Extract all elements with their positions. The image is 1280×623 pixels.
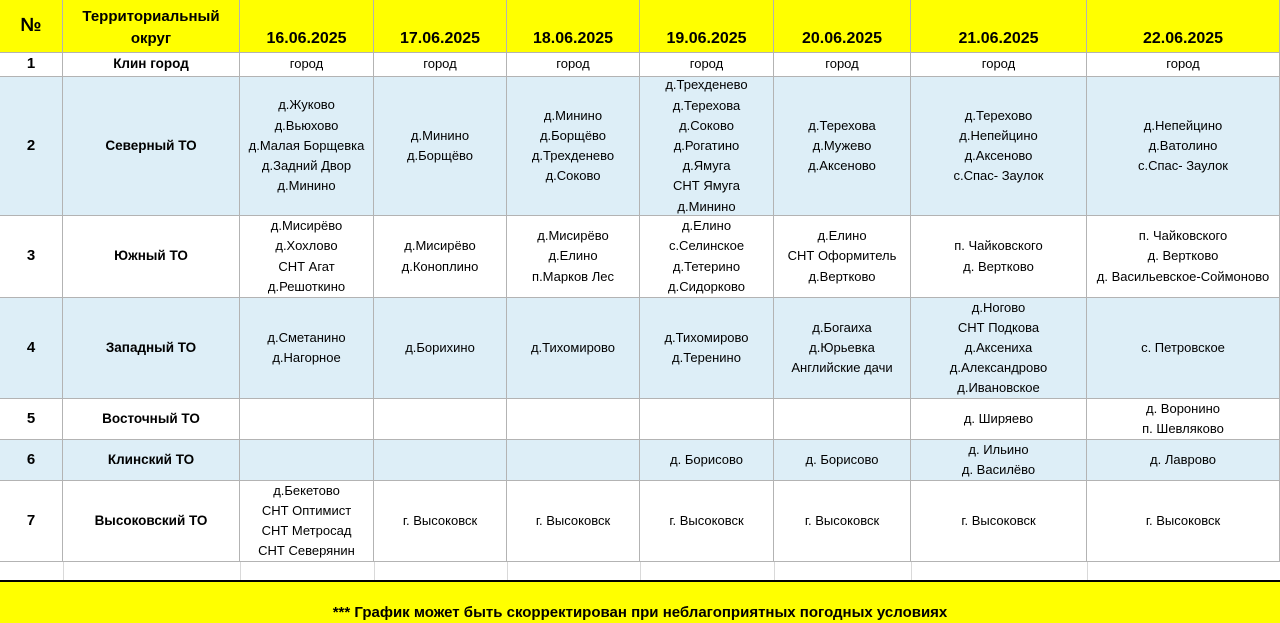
settlement-label: город bbox=[981, 56, 1016, 72]
schedule-cell bbox=[507, 77, 640, 216]
settlement-label: д.Минино bbox=[277, 178, 336, 194]
settlement-label: г. Высоковск bbox=[804, 512, 880, 528]
settlement-label: д.Сметанино bbox=[267, 329, 346, 345]
footer-note-text: *** График может быть скорректирован при неблагоприятных погодных условиях bbox=[332, 604, 948, 621]
settlement-label: СНТ Метросад bbox=[261, 523, 352, 538]
header-date-label: 20.06.2025 bbox=[801, 30, 883, 47]
schedule-cell bbox=[240, 216, 374, 298]
settlement-label: г. Высоковск bbox=[535, 512, 611, 528]
schedule-cell bbox=[640, 399, 774, 440]
district-name-label: Восточный ТО bbox=[102, 410, 200, 426]
settlement-label: д.Тихомирово bbox=[664, 329, 749, 345]
schedule-cell bbox=[640, 216, 774, 298]
district-name bbox=[63, 77, 240, 216]
settlement-label: д.Задний Двор bbox=[261, 158, 352, 174]
settlement-label: д.Соково bbox=[545, 168, 601, 184]
row-number-label: 2 bbox=[26, 136, 36, 154]
schedule-cell bbox=[240, 77, 374, 216]
settlement-label: д.Мужево bbox=[812, 137, 872, 153]
row-number bbox=[0, 53, 63, 77]
settlement-label: д. Воронино bbox=[1145, 400, 1221, 416]
spacer-gridline bbox=[773, 562, 775, 580]
settlement-label: д.Рогатино bbox=[673, 137, 740, 153]
row-number bbox=[0, 440, 63, 481]
header-district-label: Территориальный bbox=[82, 8, 220, 25]
schedule-cell bbox=[1087, 53, 1280, 77]
settlement-label: д.Богаиха bbox=[812, 319, 872, 335]
settlement-label: д.Непейцино bbox=[1143, 117, 1223, 133]
row-number-label: 3 bbox=[26, 247, 36, 265]
settlement-label: д.Малая Борщевка bbox=[248, 137, 365, 153]
schedule-cell bbox=[911, 77, 1087, 216]
spacer-gridline bbox=[910, 562, 912, 580]
header-date-label: 19.06.2025 bbox=[666, 30, 747, 47]
schedule-cell bbox=[1087, 481, 1280, 562]
header-date bbox=[374, 0, 507, 53]
schedule-cell bbox=[507, 481, 640, 562]
schedule-cell bbox=[640, 481, 774, 562]
settlement-label: д. Васильевское-Соймоново bbox=[1096, 268, 1270, 284]
settlement-label: п. Чайковского bbox=[1138, 228, 1228, 244]
settlement-label: д. Лаврово bbox=[1150, 451, 1216, 467]
settlement-label: д.Трехденево bbox=[665, 77, 748, 93]
schedule-cell bbox=[774, 216, 911, 298]
settlement-label: с. Петровское bbox=[1141, 339, 1225, 355]
schedule-cell bbox=[911, 440, 1087, 481]
district-name-label: Северный ТО bbox=[105, 137, 197, 153]
settlement-label: д.Ватолино bbox=[1148, 137, 1218, 153]
settlement-label: д.Минино bbox=[410, 127, 470, 143]
settlement-label: город bbox=[1166, 56, 1200, 72]
settlement-label: д.Тетерино bbox=[672, 258, 741, 274]
header-date bbox=[1087, 0, 1280, 53]
settlement-label: с.Спас- Заулок bbox=[1137, 158, 1228, 174]
row-number bbox=[0, 77, 63, 216]
header-date bbox=[774, 0, 911, 53]
row-number bbox=[0, 481, 63, 562]
settlement-label: СНТ Ямуга bbox=[673, 178, 740, 194]
row-number-label: 5 bbox=[26, 409, 36, 427]
schedule-cell bbox=[774, 399, 911, 440]
schedule-cell bbox=[507, 216, 640, 298]
settlement-label: город bbox=[825, 56, 859, 72]
schedule-cell bbox=[374, 440, 507, 481]
schedule-cell bbox=[374, 481, 507, 562]
settlement-label: д. Вертково bbox=[963, 258, 1034, 274]
settlement-label: с.Спас- Заулок bbox=[953, 168, 1044, 184]
spacer-gridline bbox=[373, 562, 375, 580]
district-name bbox=[63, 399, 240, 440]
district-name bbox=[63, 440, 240, 481]
spacer-gridline bbox=[506, 562, 508, 580]
schedule-cell bbox=[507, 298, 640, 399]
settlement-label: д.Бекетово bbox=[273, 482, 340, 498]
settlement-label: г. Высоковск bbox=[961, 512, 1036, 528]
district-name bbox=[63, 53, 240, 77]
district-name bbox=[63, 298, 240, 399]
schedule-cell bbox=[911, 298, 1087, 399]
schedule-cell bbox=[374, 298, 507, 399]
schedule-cell bbox=[1087, 440, 1280, 481]
settlement-label: д. Ильино bbox=[968, 441, 1029, 457]
district-name-label: Высоковский ТО bbox=[94, 512, 208, 528]
settlement-label: д.Терехова bbox=[808, 117, 876, 133]
settlement-label: п. Чайковского bbox=[954, 238, 1043, 254]
schedule-cell bbox=[1087, 216, 1280, 298]
settlement-label: д.Минино bbox=[543, 107, 603, 123]
settlement-label: д.Минино bbox=[677, 198, 736, 214]
row-number-label: 4 bbox=[26, 338, 36, 356]
settlement-label: город bbox=[556, 56, 590, 72]
schedule-cell bbox=[911, 53, 1087, 77]
district-name-label: Клинский ТО bbox=[107, 451, 195, 467]
header-date bbox=[507, 0, 640, 53]
schedule-cell bbox=[240, 399, 374, 440]
schedule-cell bbox=[374, 399, 507, 440]
settlement-label: город bbox=[689, 56, 724, 72]
settlement-label: д. Вертково bbox=[1147, 248, 1219, 264]
schedule-cell bbox=[640, 77, 774, 216]
settlement-label: д.Решоткино bbox=[267, 278, 346, 294]
settlement-label: д.Елино bbox=[548, 248, 598, 264]
schedule-cell bbox=[911, 399, 1087, 440]
settlement-label: д.Тихомирово bbox=[530, 339, 616, 355]
row-number bbox=[0, 298, 63, 399]
footer-note bbox=[0, 580, 1280, 623]
settlement-label: г. Высоковск bbox=[669, 512, 744, 528]
settlement-label: д.Аксениха bbox=[964, 339, 1033, 355]
settlement-label: д. Ширяево bbox=[963, 410, 1034, 426]
header-number-label: № bbox=[20, 15, 42, 36]
row-number-label: 7 bbox=[26, 511, 36, 529]
schedule-cell bbox=[640, 298, 774, 399]
settlement-label: д. Борисово bbox=[805, 451, 879, 467]
settlement-label: д.Ногово bbox=[971, 299, 1026, 315]
header-date-label: 16.06.2025 bbox=[266, 30, 347, 47]
settlement-label: город bbox=[289, 56, 324, 72]
settlement-label: г. Высоковск bbox=[402, 512, 478, 528]
header-date-label: 17.06.2025 bbox=[399, 30, 481, 47]
schedule-cell bbox=[911, 216, 1087, 298]
schedule-cell bbox=[911, 481, 1087, 562]
settlement-label: д.Вертково bbox=[808, 268, 876, 284]
settlement-label: г. Высоковск bbox=[1145, 512, 1221, 528]
spacer-gridline bbox=[239, 562, 241, 580]
settlement-label: СНТ Подкова bbox=[957, 319, 1040, 335]
settlement-label: д.Ивановское bbox=[957, 380, 1040, 396]
schedule-cell bbox=[507, 53, 640, 77]
schedule-cell bbox=[507, 399, 640, 440]
settlement-label: д.Борщёво bbox=[406, 148, 474, 163]
row-number-label: 1 bbox=[26, 55, 36, 73]
spacer-gridline bbox=[639, 562, 641, 580]
schedule-cell bbox=[507, 440, 640, 481]
settlement-label: д.Вьюхово bbox=[274, 117, 339, 133]
schedule-cell bbox=[374, 216, 507, 298]
settlement-label: д.Борщёво bbox=[539, 127, 607, 143]
header-number bbox=[0, 0, 63, 53]
schedule-cell bbox=[774, 53, 911, 77]
settlement-label: д.Борихино bbox=[405, 339, 475, 355]
row-number bbox=[0, 216, 63, 298]
schedule-cell bbox=[640, 440, 774, 481]
schedule-cell bbox=[374, 53, 507, 77]
schedule-cell bbox=[1087, 77, 1280, 216]
settlement-label: д.Мисирёво bbox=[537, 228, 609, 244]
header-date bbox=[911, 0, 1087, 53]
schedule-cell bbox=[774, 77, 911, 216]
header-district bbox=[63, 0, 240, 53]
header-date-label: 18.06.2025 bbox=[532, 30, 614, 47]
settlement-label: д.Жуково bbox=[278, 97, 335, 113]
settlement-label: д.Теренино bbox=[672, 350, 741, 365]
settlement-label: д. Борисово bbox=[670, 451, 743, 467]
schedule-cell bbox=[240, 440, 374, 481]
schedule-cell bbox=[640, 53, 774, 77]
schedule-cell bbox=[374, 77, 507, 216]
settlement-label: д.Аксеново bbox=[964, 148, 1033, 163]
settlement-label: д.Коноплино bbox=[401, 258, 479, 274]
district-name bbox=[63, 216, 240, 298]
settlement-label: СНТ Оформитель bbox=[787, 248, 897, 264]
header-district-label: округ bbox=[130, 30, 172, 47]
schedule-cell bbox=[240, 298, 374, 399]
schedule-cell bbox=[774, 440, 911, 481]
schedule-cell bbox=[240, 481, 374, 562]
settlement-label: д.Непейцино bbox=[959, 127, 1038, 143]
schedule-cell bbox=[774, 481, 911, 562]
settlement-label: д.Соково bbox=[679, 117, 734, 133]
row-number bbox=[0, 399, 63, 440]
settlement-label: д.Мисирёво bbox=[404, 238, 476, 254]
district-name-label: Южный ТО bbox=[114, 248, 188, 264]
settlement-label: д. Василёво bbox=[961, 462, 1036, 477]
settlement-label: город bbox=[423, 56, 457, 72]
row-number-label: 6 bbox=[26, 450, 36, 468]
settlement-label: с.Селинское bbox=[668, 238, 745, 254]
schedule-cell bbox=[240, 53, 374, 77]
settlement-label: д.Ямуга bbox=[682, 158, 731, 174]
settlement-label: СНТ Агат bbox=[278, 258, 335, 274]
settlement-label: д.Нагорное bbox=[272, 350, 341, 365]
district-name-label: Клин город bbox=[113, 56, 189, 72]
settlement-label: д.Хохлово bbox=[275, 238, 338, 254]
spacer-gridline bbox=[62, 562, 64, 580]
settlement-label: СНТ Северянин bbox=[258, 543, 355, 559]
schedule-cell bbox=[774, 298, 911, 399]
settlement-label: п.Марков Лес bbox=[532, 268, 614, 284]
settlement-label: д.Аксеново bbox=[808, 158, 876, 174]
settlement-label: д.Юрьевка bbox=[809, 339, 875, 355]
settlement-label: д.Александрово bbox=[949, 360, 1048, 376]
settlement-label: д.Елино bbox=[681, 218, 732, 234]
settlement-label: д.Сидорково bbox=[668, 278, 745, 294]
settlement-label: п. Шевляково bbox=[1142, 421, 1224, 436]
settlement-label: д.Мисирёво bbox=[270, 218, 343, 234]
header-date bbox=[240, 0, 374, 53]
settlement-label: СНТ Оптимист bbox=[261, 502, 352, 518]
district-name-label: Западный ТО bbox=[105, 339, 197, 355]
schedule-cell bbox=[1087, 298, 1280, 399]
schedule-cell bbox=[1087, 399, 1280, 440]
header-date-label: 22.06.2025 bbox=[1142, 30, 1224, 47]
header-date bbox=[640, 0, 774, 53]
settlement-label: Английские дачи bbox=[791, 360, 893, 376]
settlement-label: д.Елино bbox=[817, 228, 867, 244]
header-date-label: 21.06.2025 bbox=[958, 30, 1039, 47]
settlement-label: д.Трехденево bbox=[531, 148, 615, 163]
settlement-label: д.Терехово bbox=[964, 107, 1033, 123]
district-name bbox=[63, 481, 240, 562]
settlement-label: д.Терехова bbox=[672, 97, 741, 113]
spacer-gridline bbox=[1086, 562, 1088, 580]
